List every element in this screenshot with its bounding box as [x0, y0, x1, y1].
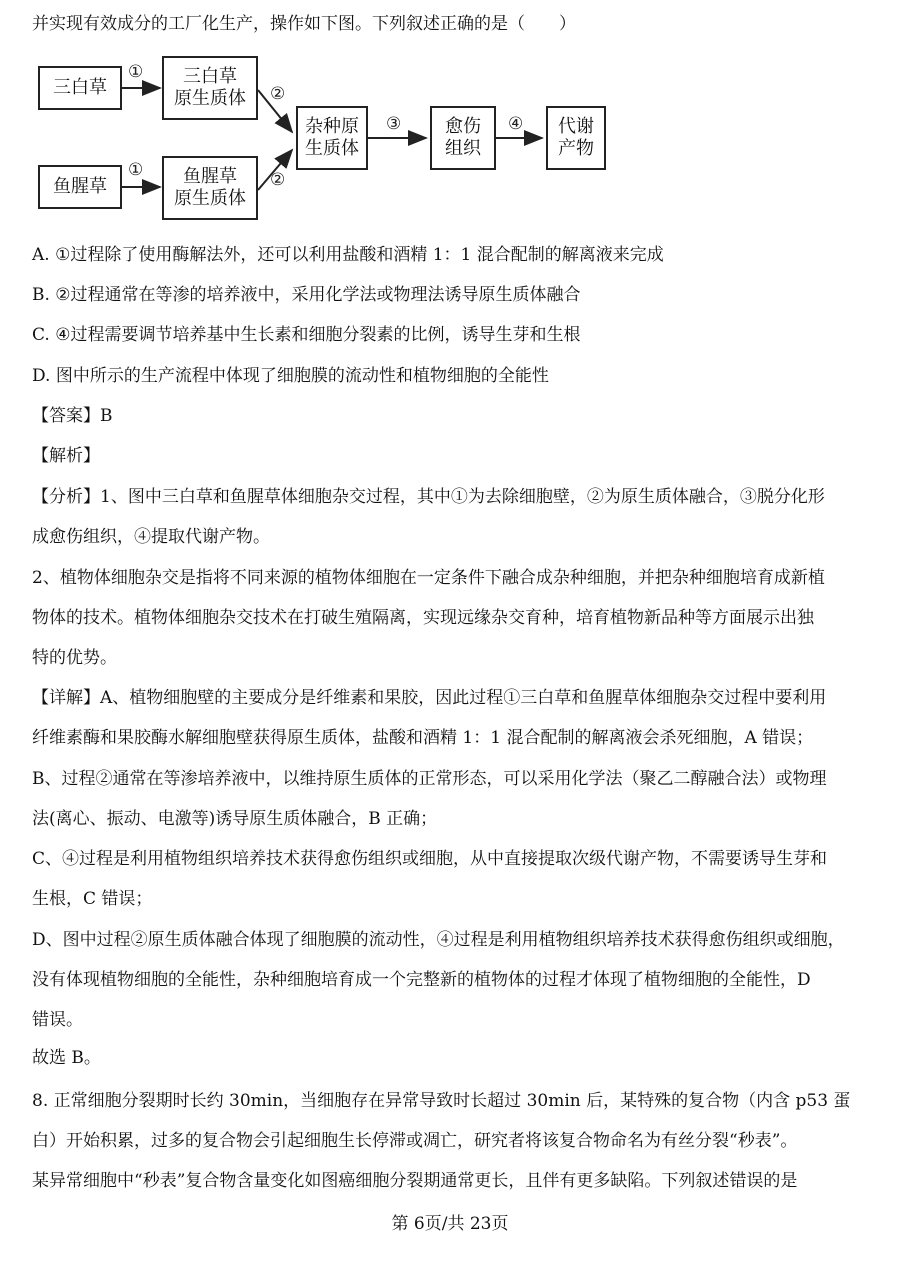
step-3: ③ — [386, 114, 402, 134]
question8-line1: 8. 正常细胞分裂期时长约 30min，当细胞存在异常导致时长超过 30min 后，某特殊的复合物（内含 p53 蛋 — [32, 1091, 851, 1111]
analysis-p1-line2: 成愈伤组织，④提取代谢产物。 — [32, 527, 270, 547]
option-a: A. ①过程除了使用酶解法外，还可以利用盐酸和酒精 1：1 混合配制的解离液来完成 — [32, 245, 664, 265]
step-2-top: ② — [270, 84, 286, 104]
question-intro: 并实现有效成分的工厂化生产，操作如下图。下列叙述正确的是（ ） — [32, 14, 576, 34]
step-4: ④ — [508, 114, 524, 134]
analysis-label: 【解析】 — [32, 446, 100, 466]
step-2-bottom: ② — [270, 170, 286, 190]
detail-a-line1: 【详解】A、植物细胞壁的主要成分是纤维素和果胶，因此过程①三白草和鱼腥草体细胞杂交过程中要利用 — [32, 688, 827, 708]
detail-c-line1: C、④过程是利用植物组织培养技术获得愈伤组织或细胞，从中直接提取次级代谢产物，不需要诱导生芽和 — [32, 849, 828, 869]
box-sanbaicao: 三白草 — [38, 66, 122, 110]
detail-d-line1: D、图中过程②原生质体融合体现了细胞膜的流动性，④过程是利用植物组织培养技术获得愈伤组织或细胞， — [32, 930, 845, 950]
process-diagram — [30, 50, 610, 230]
box-metabolite: 代谢 产物 — [546, 106, 606, 170]
detail-d-line3: 错误。 — [32, 1010, 83, 1030]
detail-a-line2: 纤维素酶和果胶酶水解细胞壁获得原生质体，盐酸和酒精 1：1 混合配制的解离液会杀死细胞，A 错误； — [32, 728, 814, 748]
box-sanbaicao-protoplast: 三白草 原生质体 — [162, 56, 258, 120]
question8-line2: 白）开始积累，过多的复合物会引起细胞生长停滞或凋亡，研究者将该复合物命名为有丝分裂“秒表”。 — [32, 1131, 798, 1151]
detail-b-line2: 法(离心、振动、电激等)诱导原生质体融合，B 正确； — [32, 809, 438, 829]
option-d: D. 图中所示的生产流程中体现了细胞膜的流动性和植物细胞的全能性 — [32, 366, 549, 386]
option-b: B. ②过程通常在等渗的培养液中，采用化学法或物理法诱导原生质体融合 — [32, 285, 581, 305]
page-footer: 第 6页/共 23页 — [391, 1214, 509, 1234]
box-yuxingcao-protoplast: 鱼腥草 原生质体 — [162, 156, 258, 220]
analysis-p1-line1: 【分析】1、图中三白草和鱼腥草体细胞杂交过程，其中①为去除细胞壁，②为原生质体融合，③脱分化形 — [32, 487, 825, 507]
detail-c-line2: 生根，C 错误； — [32, 889, 153, 909]
answer: 【答案】B — [32, 406, 113, 426]
box-yuxingcao: 鱼腥草 — [38, 165, 122, 209]
step-1-bottom: ① — [128, 160, 144, 180]
question8-line3: 某异常细胞中“秒表”复合物含量变化如图癌细胞分裂期通常更长，且伴有更多缺陷。下列叙述错误的是 — [32, 1171, 798, 1191]
analysis-p2-line3: 特的优势。 — [32, 648, 117, 668]
box-callus: 愈伤 组织 — [430, 106, 496, 170]
option-c: C. ④过程需要调节培养基中生长素和细胞分裂素的比例，诱导生芽和生根 — [32, 325, 581, 345]
detail-b-line1: B、过程②通常在等渗培养液中，以维持原生质体的正常形态，可以采用化学法（聚乙二醇融合法）或物理 — [32, 769, 827, 789]
step-1-top: ① — [128, 62, 144, 82]
analysis-p2-line2: 物体的技术。植物体细胞杂交技术在打破生殖隔离，实现远缘杂交育种，培育植物新品种等方面展示出独 — [32, 608, 814, 628]
box-hybrid-protoplast: 杂种原 生质体 — [296, 106, 368, 170]
detail-d-line2: 没有体现植物细胞的全能性，杂种细胞培育成一个完整新的植物体的过程才体现了植物细胞的全能性，D — [32, 970, 811, 990]
analysis-p2-line1: 2、植物体细胞杂交是指将不同来源的植物体细胞在一定条件下融合成杂种细胞，并把杂种细胞培育成新植 — [32, 568, 825, 588]
detail-conclusion: 故选 B。 — [32, 1048, 101, 1068]
